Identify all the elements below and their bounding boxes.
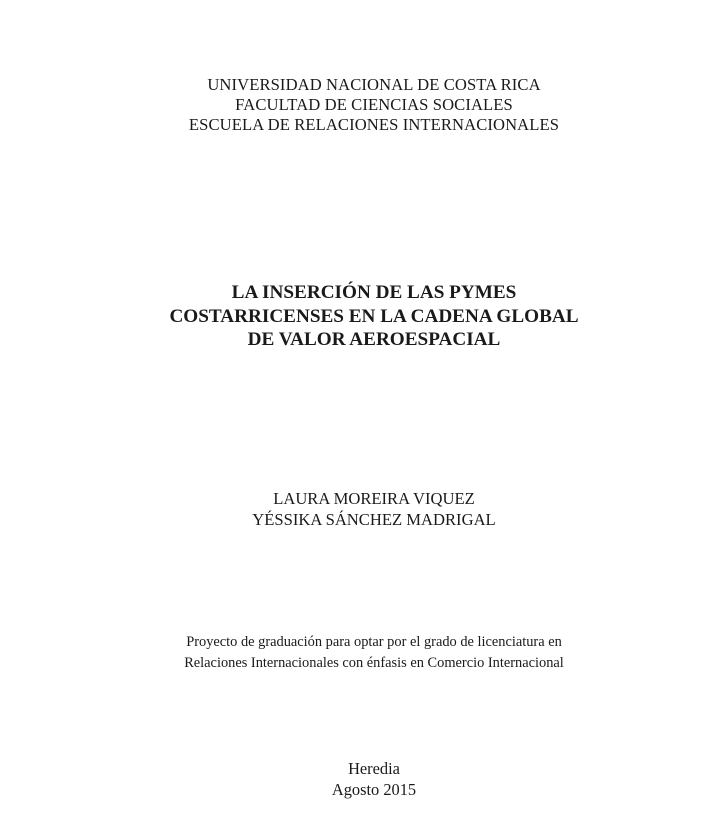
title-line-1: LA INSERCIÓN DE LAS PYMES: [231, 282, 517, 303]
title-line-2: COSTARRICENSES EN LA CADENA GLOBAL: [169, 305, 579, 327]
purpose-line-1: Proyecto de graduación para optar por el grado de licenciatura en: [186, 634, 562, 650]
title-line-3: DE VALOR AEROESPACIAL: [247, 329, 501, 350]
school-name: ESCUELA DE RELACIONES INTERNACIONALES: [188, 115, 560, 134]
thesis-title: [0, 281, 714, 352]
faculty-name: FACULTAD DE CIENCIAS SOCIALES: [235, 95, 513, 114]
university-name: UNIVERSIDAD NACIONAL DE COSTA RICA: [207, 75, 541, 94]
institution-header: [0, 75, 714, 135]
date: Agosto 2015: [331, 779, 417, 799]
degree-purpose: [0, 632, 714, 673]
place: Heredia: [348, 759, 400, 778]
authors: [0, 489, 714, 530]
author-name: YÉSSIKA SÁNCHEZ MADRIGAL: [252, 509, 496, 529]
purpose-line-2: Relaciones Internacionales con énfasis en Comercio Internacional: [184, 654, 564, 671]
place-and-date: [0, 759, 714, 800]
author-name: LAURA MOREIRA VIQUEZ: [273, 489, 475, 508]
